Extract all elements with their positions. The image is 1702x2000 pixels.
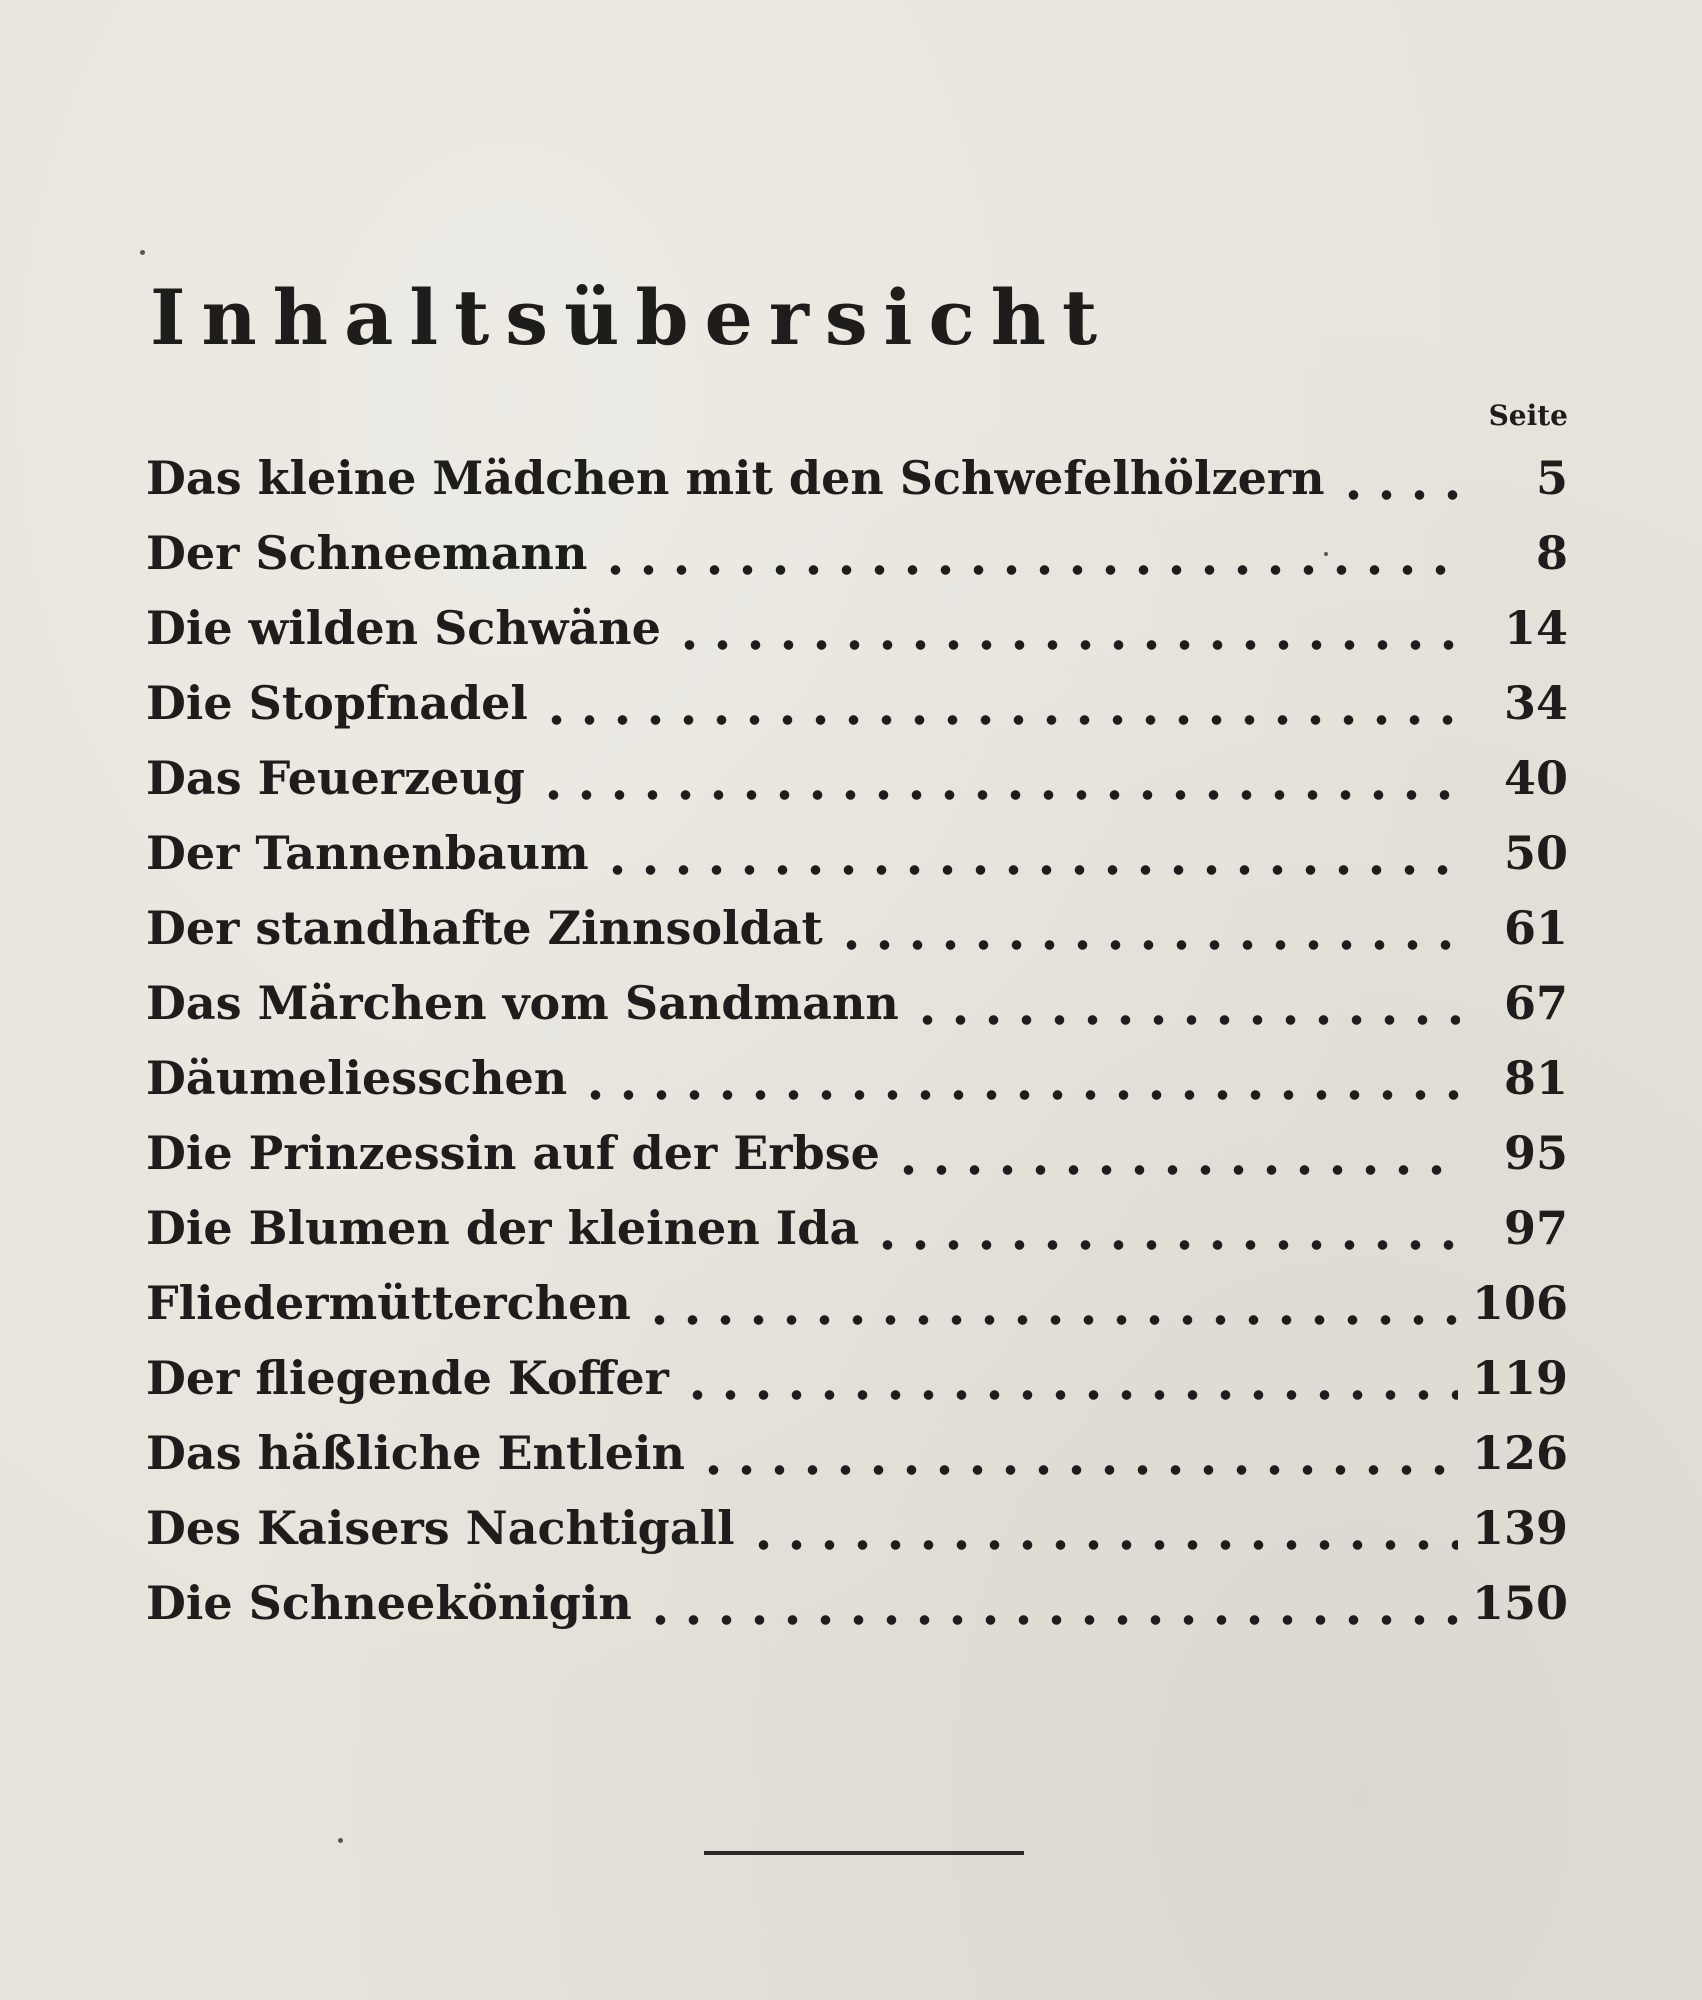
paper-speck: [1324, 552, 1328, 556]
toc-entry-title: Die Stopfnadel: [146, 675, 528, 730]
dot-leader: [747, 1539, 1458, 1551]
dot-leader: [579, 1089, 1460, 1101]
paper-speck: [338, 1838, 343, 1843]
dot-leader: [644, 1614, 1458, 1626]
toc-entry-page-number: 106: [1471, 1275, 1568, 1330]
toc-entry-page-number: 150: [1471, 1575, 1568, 1630]
toc-entry-title: Des Kaisers Nachtigall: [146, 1500, 735, 1555]
toc-entry-page-number: 95: [1503, 1125, 1568, 1180]
toc-entry: [146, 1565, 1568, 1640]
toc-entry: [146, 1490, 1568, 1565]
toc-entry-page-number: 34: [1503, 675, 1568, 730]
dot-leader: [643, 1314, 1458, 1326]
toc-entry-title: Die Blumen der kleinen Ida: [146, 1200, 860, 1255]
toc-entry-page-number: 139: [1471, 1500, 1568, 1555]
page-title: Inhaltsübersicht: [150, 273, 1114, 362]
toc-entry-title: Fliedermütterchen: [146, 1275, 631, 1330]
toc-entry-title: Das Feuerzeug: [146, 750, 525, 805]
dot-leader: [835, 939, 1460, 951]
toc-entry: [146, 1265, 1568, 1340]
toc-entry: [146, 815, 1568, 890]
dot-leader: [697, 1464, 1458, 1476]
toc-entry-title: Das häßliche Entlein: [146, 1425, 685, 1480]
dot-leader: [911, 1014, 1460, 1026]
toc-entry-title: Die Prinzessin auf der Erbse: [146, 1125, 880, 1180]
toc-entry: [146, 1415, 1568, 1490]
dot-leader: [681, 1389, 1458, 1401]
dot-leader: [540, 714, 1460, 726]
toc-entry-title: Der standhafte Zinnsoldat: [146, 900, 823, 955]
table-of-contents: [146, 440, 1568, 1640]
toc-entry-title: Das Märchen vom Sandmann: [146, 975, 899, 1030]
toc-entry: [146, 1190, 1568, 1265]
toc-entry-page-number: 8: [1535, 525, 1568, 580]
toc-entry: [146, 515, 1568, 590]
toc-entry: [146, 1340, 1568, 1415]
toc-entry-page-number: 126: [1471, 1425, 1568, 1480]
toc-entry-page-number: 5: [1535, 450, 1568, 505]
toc-entry: [146, 665, 1568, 740]
toc-entry: [146, 1115, 1568, 1190]
toc-entry-page-number: 61: [1503, 900, 1568, 955]
bottom-rule: [704, 1851, 1024, 1855]
paper-speck: [140, 250, 145, 255]
toc-entry-page-number: 40: [1503, 750, 1568, 805]
toc-entry-page-number: 97: [1503, 1200, 1568, 1255]
dot-leader: [871, 1239, 1460, 1251]
toc-entry: [146, 1040, 1568, 1115]
toc-entry-title: Der fliegende Koffer: [146, 1350, 669, 1405]
dot-leader: [1337, 489, 1460, 501]
toc-entry-title: Die Schneekönigin: [146, 1575, 632, 1630]
toc-entry: [146, 890, 1568, 965]
toc-entry-page-number: 14: [1503, 600, 1568, 655]
toc-entry: [146, 440, 1568, 515]
toc-entry-title: Der Schneemann: [146, 525, 588, 580]
dot-leader: [537, 789, 1460, 801]
toc-entry-page-number: 50: [1503, 825, 1568, 880]
toc-entry-title: Die wilden Schwäne: [146, 600, 661, 655]
toc-entry: [146, 590, 1568, 665]
toc-entry-page-number: 81: [1503, 1050, 1568, 1105]
dot-leader: [673, 639, 1460, 651]
toc-entry-page-number: 67: [1503, 975, 1568, 1030]
toc-entry-title: Däumeliesschen: [146, 1050, 568, 1105]
toc-entry-page-number: 119: [1471, 1350, 1568, 1405]
dot-leader: [601, 864, 1460, 876]
toc-entry-title: Das kleine Mädchen mit den Schwefelhölzern: [146, 450, 1325, 505]
toc-entry-title: Der Tannenbaum: [146, 825, 589, 880]
dot-leader: [892, 1164, 1460, 1176]
toc-entry: [146, 965, 1568, 1040]
page-column-header: Seite: [1488, 399, 1568, 432]
toc-entry: [146, 740, 1568, 815]
dot-leader: [599, 564, 1460, 576]
